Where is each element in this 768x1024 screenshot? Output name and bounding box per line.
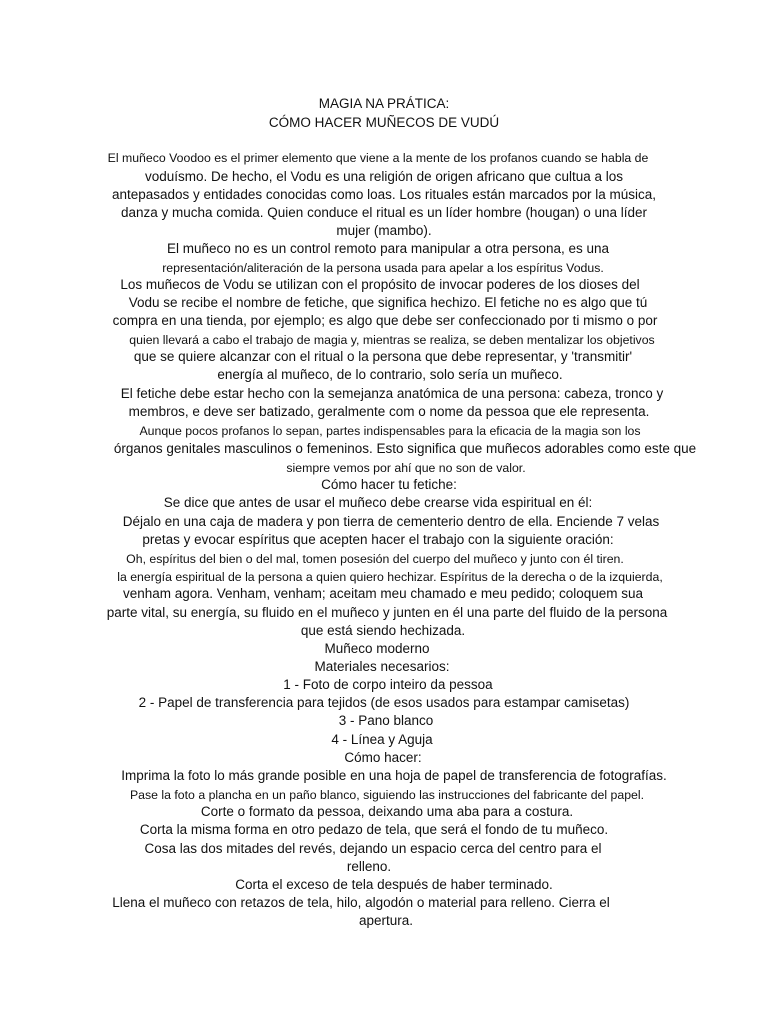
text-line: Oh, espíritus del bien o del mal, tomen posesión del cuerpo del muñeco y junto con él tiren. [126, 552, 624, 566]
text-line: energía al muñeco, de lo contrario, solo sería un muñeco. [217, 367, 563, 382]
text-line: Aunque pocos profanos lo sepan, partes indispensables para la eficacia de la magia son los [139, 424, 641, 438]
text-line: pretas y evocar espíritus que acepten hacer el trabajo con la siguiente oración: [142, 532, 614, 547]
text-line: mujer (mambo). [336, 223, 432, 238]
text-line: Corte o formato da pessoa, deixando uma aba para a costura. [200, 804, 574, 819]
text-line: que está siendo hechizada. [300, 623, 466, 638]
text-line: que se quiere alcanzar con el ritual o la persona que debe representar, y 'transmitir' [133, 349, 633, 364]
text-line: Se dice que antes de usar el muñeco debe crearse vida espiritual en él: [163, 495, 593, 510]
text-line: compra en una tienda, por ejemplo; es algo que debe ser confeccionado por ti mismo o por [112, 313, 658, 328]
text-line: El muñeco Voodoo es el primer elemento que viene a la mente de los profanos cuando se habla de [107, 151, 649, 165]
text-line: danza y mucha comida. Quien conduce el ritual es un líder hombre (hougan) o una líder [120, 205, 648, 220]
text-line: Déjalo en una caja de madera y pon tierra de cementerio dentro de ella. Enciende 7 velas [122, 514, 660, 529]
text-line: venham agora. Venham, venham; aceitam meu chamado e meu pedido; coloquem sua [122, 586, 644, 601]
text-line: 3 - Pano blanco [338, 713, 434, 728]
text-line: Corta la misma forma en otro pedazo de tela, que será el fondo de tu muñeco. [139, 822, 609, 837]
text-line: Muñeco moderno [324, 641, 430, 656]
text-line: Vodu se recibe el nombre de fetiche, que significa hechizo. El fetiche no es algo que tú [128, 295, 648, 310]
text-line: 1 - Foto de corpo inteiro da pessoa [283, 677, 493, 692]
text-line: Imprima la foto lo más grande posible en una hoja de papel de transferencia de fotografías. [121, 768, 667, 783]
text-line: apertura. [358, 913, 414, 928]
text-line: Materiales necesarios: [314, 659, 450, 674]
text-line: relleno. [346, 859, 392, 874]
text-line: El muñeco no es un control remoto para manipular a otra persona, es una [166, 241, 609, 256]
text-line: siempre vemos por ahí que no son de valor. [286, 461, 526, 475]
title-line-2: CÓMO HACER MUÑECOS DE VUDÚ [268, 115, 500, 130]
text-line: Corta el exceso de tela después de haber terminado. [235, 877, 553, 892]
text-line: antepasados y entidades conocidas como loas. Los rituales están marcados por la música, [111, 187, 657, 202]
text-line: órganos genitales masculinos o femeninos. Esto significa que muñecos adorables como este que [113, 441, 697, 456]
text-line: Cómo hacer: [344, 750, 422, 765]
text-line: Pase la foto a plancha en un paño blanco, siguiendo las instrucciones del fabricante del papel. [129, 788, 645, 802]
text-line: Cosa las dos mitades del revés, dejando un espacio cerca del centro para el [144, 841, 602, 856]
text-line: quien llevará a cabo el trabajo de magia y, mientras se realiza, se deben mentalizar los objetivos [129, 333, 655, 347]
text-line: voduísmo. De hecho, el Vodu es una religión de origen africano que cultua a los [144, 169, 624, 184]
text-line: la energía espiritual de la persona a quien quiero hechizar. Espíritus de la derecha o de la izquierda, [117, 570, 663, 584]
text-line: Los muñecos de Vodu se utilizan con el propósito de invocar poderes de los dioses del [120, 277, 640, 292]
text-line: 2 - Papel de transferencia para tejidos (de esos usados para estampar camisetas) [138, 695, 630, 710]
text-line: membros, e deve ser batizado, geralmente com o nome da pessoa que ele representa. [128, 404, 650, 419]
text-line: El fetiche debe estar hecho con la semejanza anatómica de una persona: cabeza, tronco y [120, 386, 664, 401]
title-line-1: MAGIA NA PRÁTICA: [318, 96, 450, 111]
text-line: representación/aliteración de la persona usada para apelar a los espíritus Vodus. [162, 261, 604, 275]
text-line: 4 - Línea y Aguja [331, 732, 433, 747]
text-line: Cómo hacer tu fetiche: [321, 477, 457, 492]
text-line: parte vital, su energía, su fluido en el muñeco y junten en él una parte del fluido de la persona [106, 605, 668, 620]
text-line: Llena el muñeco con retazos de tela, hilo, algodón o material para relleno. Cierra el [112, 895, 610, 910]
